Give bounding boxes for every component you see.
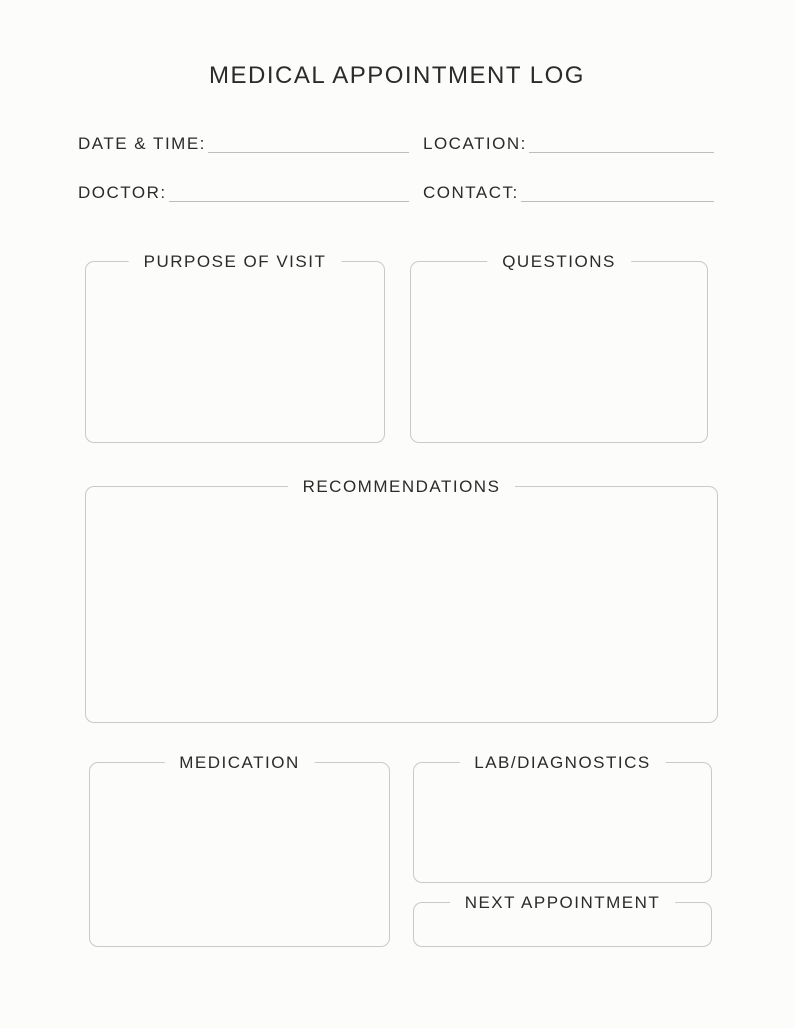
page-title: MEDICAL APPOINTMENT LOG [209, 62, 585, 89]
recommendations-label: RECOMMENDATIONS [288, 477, 516, 496]
section-medication [89, 753, 390, 947]
questions-text-area[interactable] [419, 274, 699, 434]
section-questions [410, 252, 708, 443]
contact-label: CONTACT: [423, 183, 519, 202]
doctor-label: DOCTOR: [78, 183, 167, 202]
date-time-label: DATE & TIME: [78, 134, 206, 153]
medication-text-area[interactable] [98, 775, 381, 938]
purpose-of-visit-label: PURPOSE OF VISIT [129, 252, 342, 271]
next-appointment-label: NEXT APPOINTMENT [450, 893, 676, 912]
section-next-appointment [413, 893, 712, 947]
lab-diagnostics-label: LAB/DIAGNOSTICS [459, 753, 665, 772]
date-time-input-line[interactable] [208, 137, 409, 153]
questions-label: QUESTIONS [487, 252, 631, 271]
field-contact [423, 184, 714, 202]
lab-diagnostics-text-area[interactable] [422, 775, 703, 874]
section-lab-diagnostics [413, 753, 712, 883]
doctor-input-line[interactable] [169, 186, 409, 202]
field-doctor [78, 184, 409, 202]
section-recommendations [85, 477, 718, 723]
field-location [423, 135, 714, 153]
location-input-line[interactable] [529, 137, 714, 153]
purpose-of-visit-text-area[interactable] [94, 274, 376, 434]
section-purpose-of-visit [85, 252, 385, 443]
field-date-time [78, 135, 409, 153]
next-appointment-text-area[interactable] [422, 915, 703, 938]
medication-label: MEDICATION [164, 753, 314, 772]
location-label: LOCATION: [423, 134, 527, 153]
recommendations-text-area[interactable] [94, 499, 709, 714]
contact-input-line[interactable] [521, 186, 714, 202]
